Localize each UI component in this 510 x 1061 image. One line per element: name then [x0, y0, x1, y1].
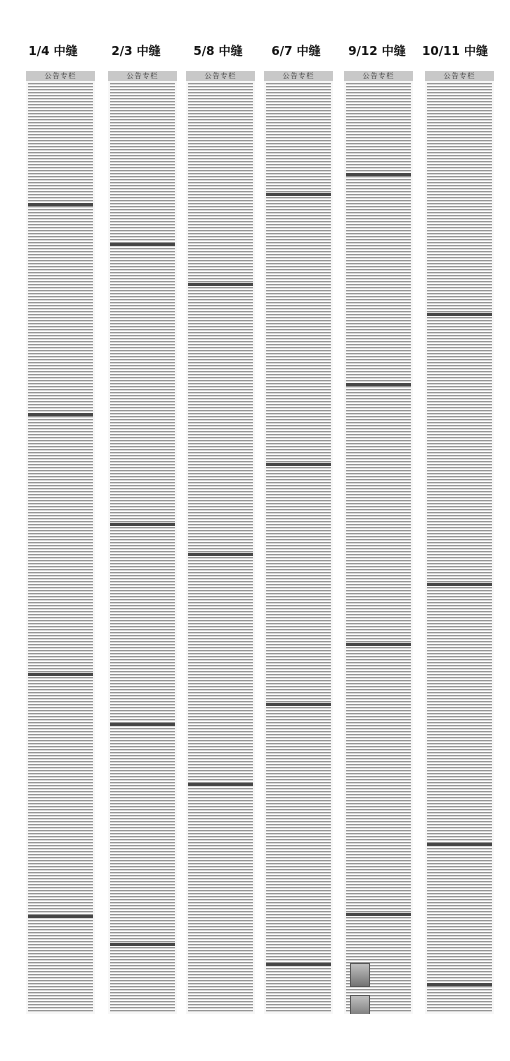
section-divider — [266, 193, 331, 196]
section-divider — [28, 915, 93, 918]
section-divider — [427, 313, 492, 316]
announcement-column-3 — [186, 71, 255, 1014]
section-divider — [28, 673, 93, 676]
column-text-block — [346, 83, 411, 1012]
section-divider — [346, 643, 411, 646]
announcement-column-1 — [26, 71, 95, 1014]
column-label-4: 6/7 中缝 — [271, 44, 321, 58]
section-divider — [188, 553, 253, 556]
announcement-column-6 — [425, 71, 494, 1014]
section-divider — [346, 383, 411, 386]
column-header: 公告专栏 — [108, 71, 177, 81]
column-label-5: 9/12 中缝 — [348, 44, 406, 58]
section-divider — [110, 723, 175, 726]
column-label-2: 2/3 中缝 — [111, 44, 161, 58]
column-text-block — [188, 83, 253, 1012]
section-divider — [110, 243, 175, 246]
announcement-column-5 — [344, 71, 413, 1014]
column-header: 公告专栏 — [186, 71, 255, 81]
column-label-3: 5/8 中缝 — [193, 44, 243, 58]
section-divider — [188, 783, 253, 786]
section-divider — [188, 283, 253, 286]
column-label-6: 10/11 中缝 — [422, 44, 488, 58]
portrait-photo — [350, 963, 370, 987]
column-text-block — [266, 83, 331, 1012]
column-header: 公告专栏 — [344, 71, 413, 81]
section-divider — [28, 203, 93, 206]
section-divider — [346, 913, 411, 916]
section-divider — [110, 523, 175, 526]
column-header: 公告专栏 — [264, 71, 333, 81]
column-header: 公告专栏 — [26, 71, 95, 81]
announcement-column-4 — [264, 71, 333, 1014]
section-divider — [427, 983, 492, 986]
announcement-column-2 — [108, 71, 177, 1014]
column-text-block — [427, 83, 492, 1012]
section-divider — [28, 413, 93, 416]
section-divider — [266, 703, 331, 706]
section-divider — [110, 943, 175, 946]
section-divider — [266, 463, 331, 466]
section-divider — [427, 583, 492, 586]
section-divider — [427, 843, 492, 846]
section-divider — [346, 173, 411, 176]
column-label-1: 1/4 中缝 — [28, 44, 78, 58]
section-divider — [266, 963, 331, 966]
column-text-block — [28, 83, 93, 1012]
column-text-block — [110, 83, 175, 1012]
portrait-photo — [350, 995, 370, 1014]
column-header: 公告专栏 — [425, 71, 494, 81]
